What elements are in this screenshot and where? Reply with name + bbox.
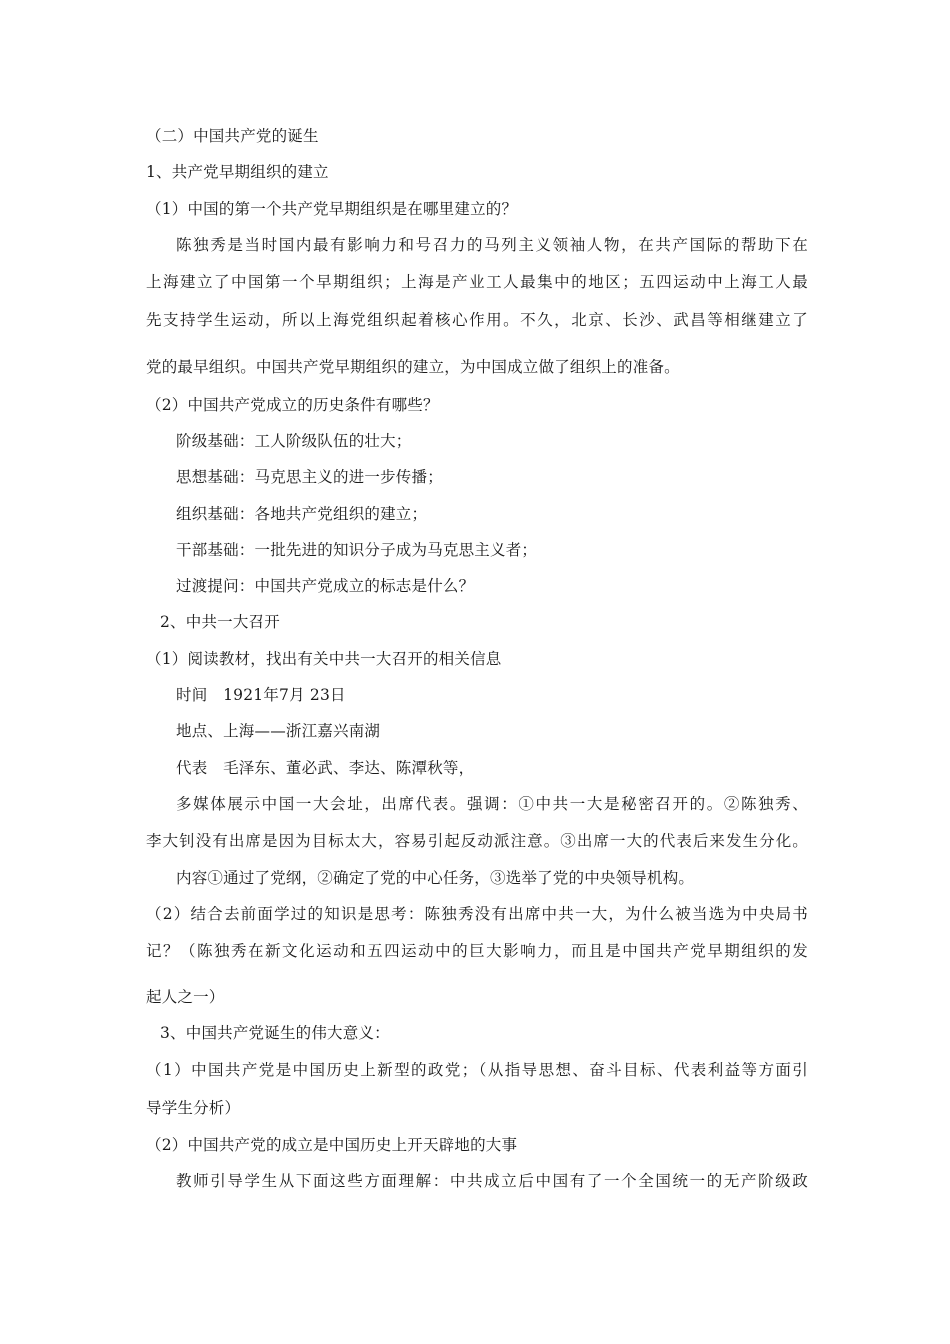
subheading-1: 1、共产党早期组织的建立 bbox=[146, 163, 329, 181]
paragraph-line: 上海建立了中国第一个早期组织；上海是产业工人最集中的地区；五四运动中上海工人最 bbox=[146, 273, 808, 291]
paragraph-line: 导学生分析） bbox=[146, 1099, 241, 1117]
question-2-2: （2）结合去前面学过的知识是思考：陈独秀没有出席中共一大，为什么被当选为中央局书 bbox=[146, 905, 808, 923]
list-item: 思想基础：马克思主义的进一步传播； bbox=[176, 468, 443, 486]
info-delegates: 代表 毛泽东、董必武、李达、陈潭秋等， bbox=[176, 759, 475, 777]
paragraph-line: 党的最早组织。中国共产党早期组织的建立，为中国成立做了组织上的准备。 bbox=[146, 358, 680, 376]
section-heading: （二）中国共产党的诞生 bbox=[146, 127, 319, 145]
paragraph-line: 陈独秀是当时国内最有影响力和号召力的马列主义领袖人物，在共产国际的帮助下在 bbox=[176, 236, 808, 254]
paragraph-line: 记？（陈独秀在新文化运动和五四运动中的巨大影响力，而且是中国共产党早期组织的发 bbox=[146, 942, 808, 960]
list-item: 组织基础：各地共产党组织的建立； bbox=[176, 505, 428, 523]
paragraph-line: 先支持学生运动，所以上海党组织起着核心作用。不久，北京、长沙、武昌等相继建立了 bbox=[146, 311, 808, 329]
info-place: 地点、上海——浙江嘉兴南湖 bbox=[176, 722, 381, 740]
list-item: 阶级基础：工人阶级队伍的壮大； bbox=[176, 432, 412, 450]
question-1-2: （2）中国共产党成立的历史条件有哪些？ bbox=[146, 396, 439, 414]
question-2-1: （1）阅读教材，找出有关中共一大召开的相关信息 bbox=[146, 650, 502, 668]
paragraph-line: 教师引导学生从下面这些方面理解：中共成立后中国有了一个全国统一的无产阶级政 bbox=[176, 1172, 808, 1190]
question-1-1: （1）中国的第一个共产党早期组织是在哪里建立的？ bbox=[146, 200, 518, 218]
question-3-1: （1）中国共产党是中国历史上新型的政党；（从指导思想、奋斗目标、代表利益等方面引 bbox=[146, 1061, 808, 1079]
transition-question: 过渡提问：中国共产党成立的标志是什么？ bbox=[176, 577, 475, 595]
info-time: 时间 1921年7月 23日 bbox=[176, 686, 346, 704]
question-3-2: （2）中国共产党的成立是中国历史上开天辟地的大事 bbox=[146, 1136, 518, 1154]
subheading-2: 2、中共一大召开 bbox=[160, 613, 280, 631]
list-item: 干部基础：一批先进的知识分子成为马克思主义者； bbox=[176, 541, 538, 559]
paragraph-line: 起人之一） bbox=[146, 988, 225, 1006]
paragraph-line: 李大钊没有出席是因为目标太大，容易引起反动派注意。③出席一大的代表后来发生分化。 bbox=[146, 832, 808, 850]
paragraph-line: 多媒体展示中国一大会址，出席代表。强调：①中共一大是秘密召开的。②陈独秀、 bbox=[176, 795, 808, 813]
info-content: 内容①通过了党纲，②确定了党的中心任务，③选举了党的中央领导机构。 bbox=[176, 869, 695, 887]
subheading-3: 3、中国共产党诞生的伟大意义： bbox=[160, 1024, 390, 1042]
